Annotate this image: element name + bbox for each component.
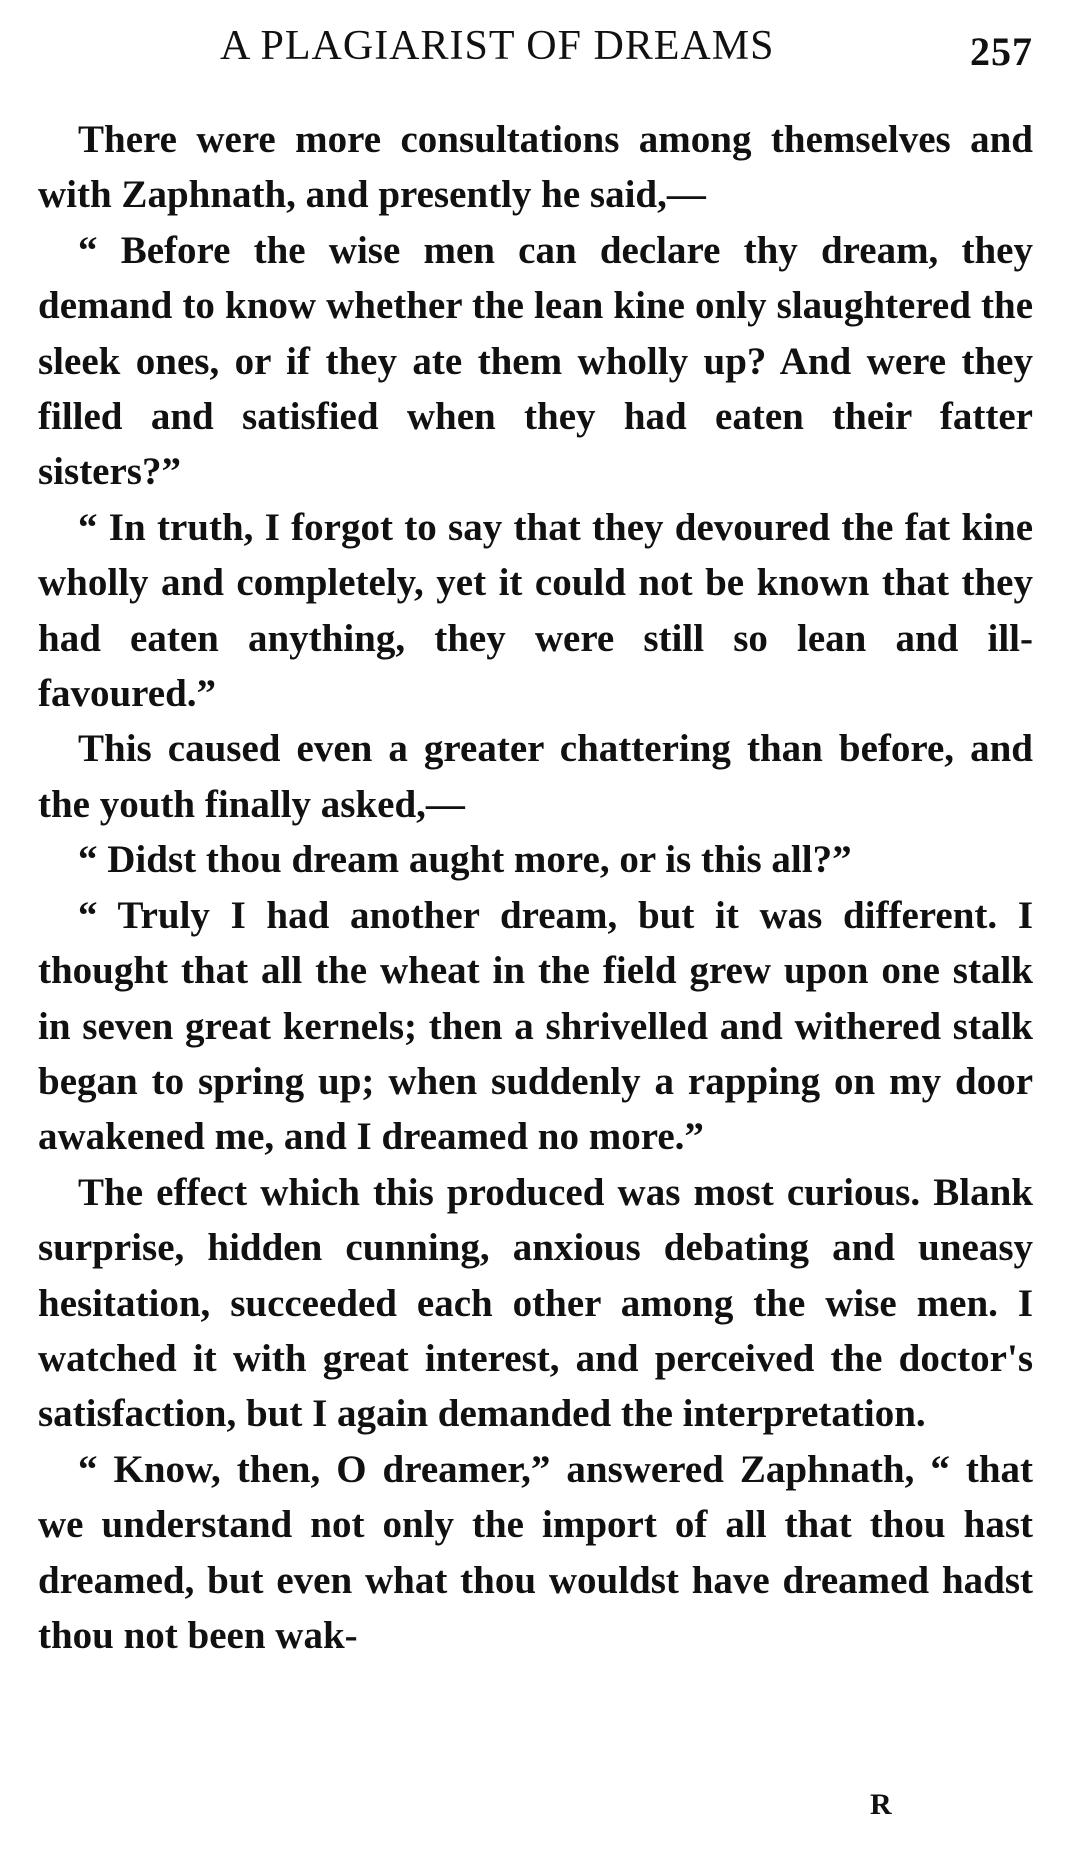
paragraph: “ Didst thou dream aught more, or is this all?” <box>78 838 852 882</box>
page-number: 257 <box>970 29 1033 74</box>
running-title: A PLAGIARIST OF DREAMS <box>220 23 775 69</box>
paragraph: There were more consultations among themselves and with Zaphnath, and presently he said,— <box>38 118 1033 217</box>
paragraph: “ Truly I had another dream, but it was different. I thought that all the wheat in the field grew upon one stalk in seven great kernels; then a shrivelled and withered stalk began to spring up; when suddenly a rapping on my door awakened me, and I dreamed no more.” <box>38 893 1033 1159</box>
paragraph: “ Before the wise men can declare thy dream, they demand to know whether the lean kine only slaughtered the sleek ones, or if they ate them wholly up? And were they filled and satisfied when they had eaten their fatter sisters?” <box>38 228 1033 494</box>
paragraph: “ Know, then, O dreamer,” answered Zaphnath, “ that we understand not only the import of all that thou hast dreamed, but even what thou wouldst have dreamed hadst thou not been wak- <box>38 1447 1033 1657</box>
body-text <box>38 112 1033 1663</box>
page-header <box>0 18 1067 78</box>
paragraph: This caused even a greater chattering than before, and the youth finally asked,— <box>38 727 1033 826</box>
paragraph: “ In truth, I forgot to say that they devoured the fat kine wholly and completely, yet it could not be known that they had eaten anything, they were still so lean and ill-favoured.” <box>38 505 1033 716</box>
paragraph: The effect which this produced was most curious. Blank surprise, hidden cunning, anxious debating and uneasy hesitation, succeeded each other among the wise men. I watched it with great interest, and perceived the doctor's satisfaction, but I again demanded the interpretation. <box>38 1170 1033 1436</box>
signature-mark: R <box>870 1788 892 1821</box>
